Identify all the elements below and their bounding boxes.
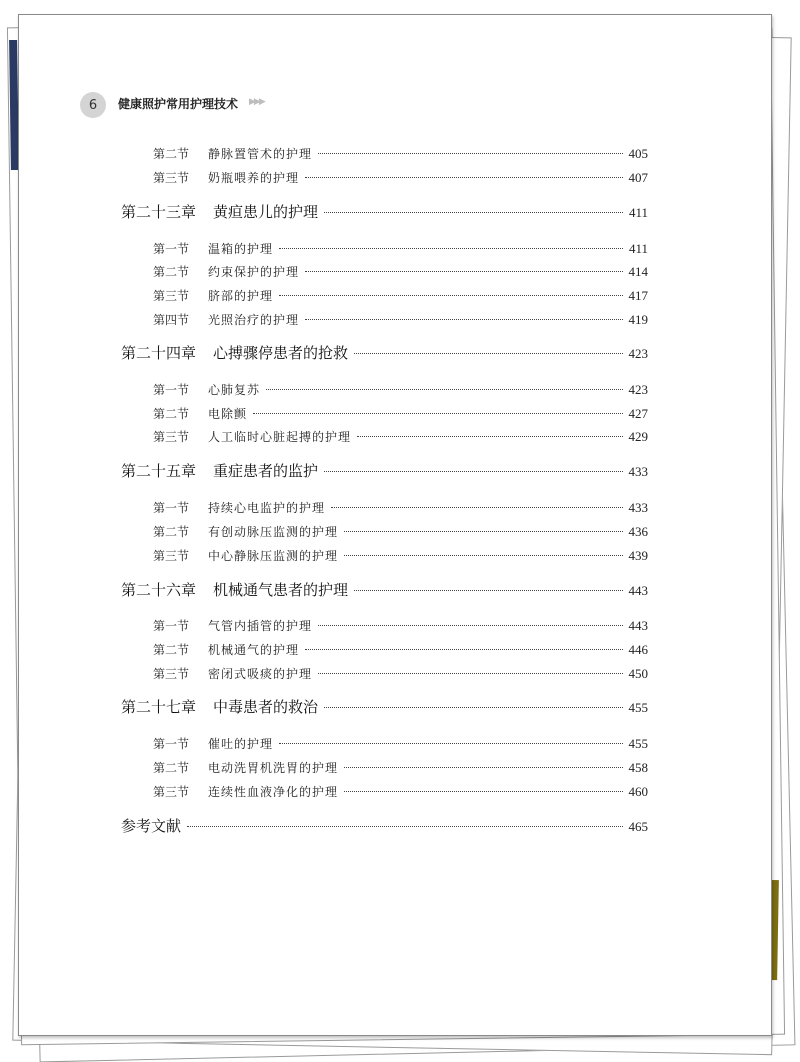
- toc-section-entry[interactable]: 第三节 连续性血液净化的护理 460: [153, 784, 648, 799]
- toc-section-entry[interactable]: 第三节 中心静脉压监测的护理 439: [153, 548, 648, 563]
- dot-leader: [279, 743, 622, 744]
- dot-leader: [344, 767, 622, 768]
- toc-section-entry[interactable]: 第一节 心肺复苏 423: [153, 382, 648, 397]
- header-arrows-icon: ▶▶▶: [249, 97, 264, 107]
- dot-leader: [331, 507, 622, 508]
- toc-section-entry[interactable]: 第二节 有创动脉压监测的护理 436: [153, 524, 648, 539]
- dot-leader: [318, 625, 622, 626]
- toc-chapter-entry[interactable]: 第二十三章 黄疸患儿的护理 411: [121, 203, 648, 221]
- dot-leader: [305, 177, 622, 178]
- dot-leader: [279, 295, 622, 296]
- dot-leader: [357, 436, 622, 437]
- page-number: 6: [88, 97, 98, 113]
- toc-chapter-entry[interactable]: 第二十四章 心搏骤停患者的抢救 423: [121, 344, 648, 362]
- toc-section-entry[interactable]: 第一节 持续心电监护的护理 433: [153, 500, 648, 515]
- dot-leader: [318, 153, 622, 154]
- dot-leader: [324, 212, 623, 213]
- toc-section-entry[interactable]: 第一节 气管内插管的护理 443: [153, 618, 648, 633]
- dot-leader: [279, 248, 623, 249]
- toc-section-entry[interactable]: 第一节 催吐的护理 455: [153, 736, 648, 751]
- toc-chapter-entry[interactable]: 第二十七章 中毒患者的救治 455: [121, 698, 648, 716]
- dot-leader: [187, 826, 622, 827]
- dot-leader: [344, 555, 622, 556]
- toc-section-entry[interactable]: 第二节 电除颤 427: [153, 406, 648, 421]
- dot-leader: [305, 649, 622, 650]
- dot-leader: [253, 413, 622, 414]
- toc-references-entry[interactable]: 参考文献 465: [121, 817, 648, 835]
- dot-leader: [344, 791, 622, 792]
- toc-section-entry[interactable]: 第三节 脐部的护理 417: [153, 288, 648, 303]
- dot-leader: [266, 389, 622, 390]
- toc-section-entry[interactable]: 第二节 电动洗胃机洗胃的护理 458: [153, 760, 648, 775]
- dot-leader: [305, 271, 622, 272]
- dot-leader: [318, 673, 622, 674]
- toc-section-entry[interactable]: 第三节 密闭式吸痰的护理 450: [153, 666, 648, 681]
- dot-leader: [354, 590, 622, 591]
- dot-leader: [344, 531, 622, 532]
- toc-section-entry[interactable]: 第一节 温箱的护理 411: [153, 241, 648, 256]
- toc-section-entry[interactable]: 第三节 人工临时心脏起搏的护理 429: [153, 429, 648, 444]
- dot-leader: [324, 707, 622, 708]
- toc-chapter-entry[interactable]: 第二十六章 机械通气患者的护理 443: [121, 581, 648, 599]
- dot-leader: [305, 319, 622, 320]
- toc-section-entry[interactable]: 第四节 光照治疗的护理 419: [153, 312, 648, 327]
- toc-section-entry[interactable]: 第二节 约束保护的护理 414: [153, 264, 648, 279]
- dot-leader: [324, 471, 622, 472]
- toc-section-entry[interactable]: 第三节 奶瓶喂养的护理 407: [153, 170, 648, 185]
- toc-section-entry[interactable]: 第二节 静脉置管术的护理 405: [153, 146, 648, 161]
- page-number-badge: [80, 92, 106, 118]
- toc-chapter-entry[interactable]: 第二十五章 重症患者的监护 433: [121, 462, 648, 480]
- running-header-title: 健康照护常用护理技术: [118, 97, 239, 111]
- toc-section-entry[interactable]: 第二节 机械通气的护理 446: [153, 642, 648, 657]
- dot-leader: [354, 353, 622, 354]
